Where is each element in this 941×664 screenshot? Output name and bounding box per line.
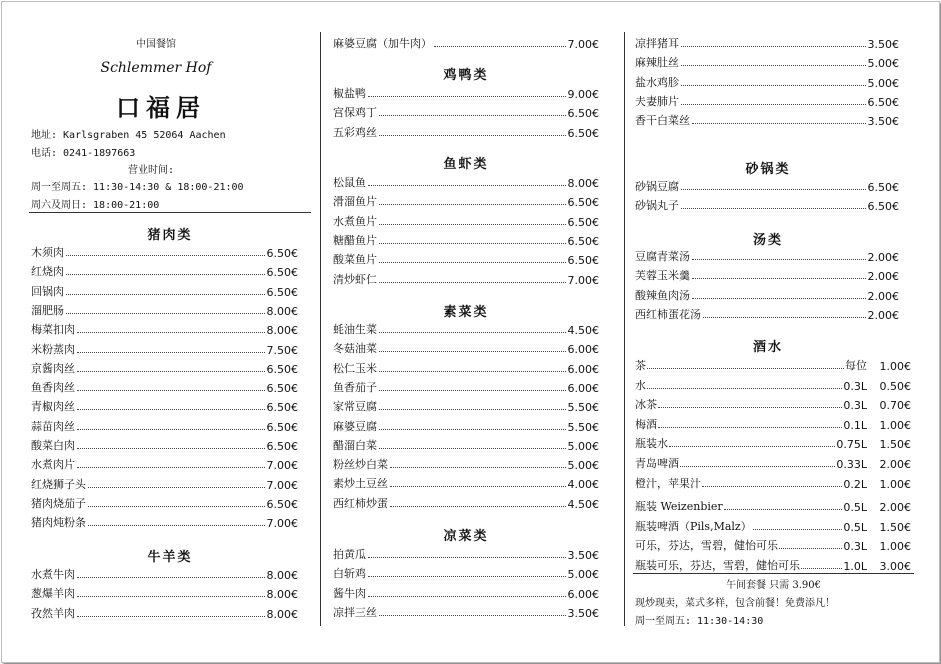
drink-price: 1.50€ — [879, 520, 911, 534]
dot-leader — [379, 262, 566, 263]
menu-item-price: 4.50€ — [567, 497, 599, 511]
menu-item-name: 酸辣鱼肉汤 — [635, 288, 690, 302]
drink-name: 青岛啤酒 — [635, 457, 679, 470]
menu-item-name: 葱爆羊肉 — [31, 587, 75, 601]
phone-line: 电话: 0241-1897663 — [31, 148, 136, 159]
menu-item-price: 3.50€ — [867, 38, 899, 51]
menu-item-price: 2.00€ — [867, 251, 899, 264]
menu-item — [635, 178, 899, 194]
drink-volume: 每位 — [845, 359, 867, 372]
drink-item — [635, 355, 911, 373]
dot-leader — [379, 204, 566, 205]
menu-item — [31, 398, 298, 414]
menu-item — [333, 174, 599, 190]
menu-item-name: 家常豆腐 — [333, 400, 377, 414]
dot-leader — [77, 577, 265, 578]
section-title-fish: 鱼虾类 — [443, 157, 489, 172]
menu-item-name: 砂锅丸子 — [635, 199, 679, 213]
menu-item — [333, 456, 599, 472]
menu-item — [31, 283, 298, 299]
menu-item — [31, 437, 298, 453]
menu-item — [333, 360, 599, 376]
menu-item-price: 6.00€ — [567, 587, 599, 601]
menu-item — [635, 112, 899, 128]
dot-leader — [77, 390, 265, 391]
menu-item-price: 6.50€ — [867, 95, 899, 109]
dot-leader — [368, 185, 566, 186]
dot-leader — [647, 368, 844, 369]
menu-item-name: 椒盐鸭 — [333, 87, 366, 100]
dot-leader — [390, 506, 566, 507]
dot-leader — [77, 371, 265, 372]
lunch-special: 午间套餐 只需 3.90€ — [726, 580, 821, 591]
drink-volume: 0.33L — [836, 458, 867, 471]
menu-item — [333, 585, 599, 601]
dot-leader — [77, 409, 265, 410]
menu-item-price: 8.00€ — [266, 607, 298, 621]
slogan-line: 现炒现卖，菜式多样，包含前餐！免费添凡！ — [635, 598, 835, 609]
hours-title: 营业时间: — [127, 165, 175, 176]
menu-item — [635, 287, 899, 303]
dot-leader — [368, 576, 566, 577]
menu-item-price: 6.50€ — [266, 497, 298, 511]
section-title-vegetable: 素菜类 — [443, 305, 489, 320]
menu-item-price: 5.00€ — [867, 76, 899, 90]
restaurant-german-name: Schlemmer Hof — [100, 60, 212, 76]
dot-leader — [681, 85, 866, 86]
menu-item-name: 红烧狮子头 — [31, 477, 86, 491]
menu-item — [31, 360, 298, 376]
dot-leader — [692, 123, 866, 124]
menu-item — [31, 514, 298, 530]
dot-leader — [379, 332, 566, 333]
menu-item-name: 水煮肉片 — [31, 458, 75, 472]
dot-leader — [77, 429, 265, 430]
drink-volume: 0.5L — [843, 520, 867, 534]
menu-item-name: 清炒虾仁 — [333, 272, 377, 286]
dot-leader — [368, 596, 566, 597]
menu-item-name: 水煮牛肉 — [31, 568, 75, 581]
menu-item-price: 6.50€ — [266, 362, 298, 376]
menu-item-name: 滑溜鱼片 — [333, 195, 377, 209]
menu-item — [635, 54, 899, 70]
menu-item — [31, 263, 298, 279]
column-divider-left — [320, 32, 321, 626]
menu-item-price: 8.00€ — [266, 569, 298, 582]
menu-item-name: 猪肉炖粉条 — [31, 516, 86, 530]
dot-leader — [753, 529, 843, 530]
menu-item-name: 溜肥肠 — [31, 303, 64, 317]
dot-leader — [66, 255, 265, 256]
drink-price: 3.00€ — [879, 560, 911, 573]
menu-item — [333, 475, 599, 491]
restaurant-chinese-name: 口福居 — [116, 93, 206, 122]
menu-item — [31, 244, 298, 260]
menu-item-price: 6.00€ — [567, 362, 599, 376]
drink-price: 1.00€ — [879, 418, 911, 432]
menu-item-name: 五彩鸡丝 — [333, 125, 377, 139]
drink-volume: 0.3L — [843, 379, 867, 393]
menu-item — [31, 476, 298, 492]
menu-item-price: 7.50€ — [266, 343, 298, 357]
menu-item — [333, 85, 599, 101]
lunch-hours: 周一至周五: 11:30-14:30 — [635, 616, 764, 627]
menu-item — [635, 35, 899, 51]
menu-item — [31, 379, 298, 395]
drink-item — [635, 394, 911, 412]
menu-item — [333, 124, 599, 140]
menu-item-price: 7.00€ — [567, 273, 599, 287]
menu-item-name: 麻辣肚丝 — [635, 56, 679, 70]
drink-item — [635, 375, 911, 393]
drink-price: 2.00€ — [879, 458, 911, 471]
menu-item — [31, 495, 298, 511]
menu-item-name: 蚝油生菜 — [333, 323, 377, 336]
dot-leader — [379, 409, 566, 410]
drink-item — [635, 516, 911, 534]
dot-leader — [681, 208, 866, 209]
section-title-beef-lamb: 牛羊类 — [147, 550, 193, 565]
dot-leader — [88, 506, 265, 507]
dot-leader — [379, 243, 566, 244]
column-divider-right — [624, 32, 625, 626]
address-line: 地址: Karlsgraben 45 52064 Aachen — [31, 130, 226, 141]
drink-name: 瓶装水 — [635, 437, 668, 451]
menu-item — [31, 566, 298, 582]
dot-leader — [77, 616, 265, 617]
menu-item-price: 8.00€ — [266, 304, 298, 318]
menu-item-price: 7.00€ — [567, 38, 599, 51]
menu-item — [31, 321, 298, 337]
section-title-claypot: 砂锅类 — [745, 162, 791, 177]
dot-leader — [77, 467, 265, 468]
menu-item-name: 醋溜白菜 — [333, 438, 377, 452]
menu-item-price: 3.50€ — [567, 606, 599, 620]
menu-item-price: 6.50€ — [567, 254, 599, 268]
menu-item — [635, 267, 899, 283]
dot-leader — [681, 189, 866, 190]
hours-weekend: 周六及周日: 18:00-21:00 — [31, 200, 160, 211]
drink-name: 冰茶 — [635, 398, 657, 412]
drink-name: 茶 — [635, 359, 646, 372]
menu-item-name: 夫妻肺片 — [635, 94, 679, 108]
section-title-pork: 猪肉类 — [147, 228, 193, 243]
menu-item-price: 6.50€ — [567, 126, 599, 140]
drink-price: 0.50€ — [879, 379, 911, 393]
drink-name: 橙汁，苹果汁 — [635, 476, 701, 490]
menu-item-name: 酱牛肉 — [333, 586, 366, 600]
dot-leader — [66, 294, 265, 295]
menu-item-price: 2.00€ — [867, 270, 899, 284]
dot-leader — [692, 298, 866, 299]
menu-item-price: 8.00€ — [266, 588, 298, 602]
menu-item-price: 6.50€ — [266, 285, 298, 299]
dot-leader — [368, 557, 566, 558]
dot-leader — [66, 313, 265, 314]
dot-leader — [681, 104, 866, 105]
drink-volume: 1.0L — [843, 560, 867, 573]
menu-item-name: 宫保鸡丁 — [333, 106, 377, 120]
dot-leader — [680, 466, 835, 467]
dot-leader — [390, 467, 566, 468]
drink-item — [635, 414, 911, 432]
menu-item-name: 鱼香肉丝 — [31, 381, 75, 395]
menu-item-name: 凉拌猪耳 — [635, 37, 679, 50]
dot-leader — [88, 487, 265, 488]
menu-item-name: 鱼香茄子 — [333, 380, 377, 394]
drink-volume: 0.5L — [843, 501, 867, 515]
menu-item-name: 冬菇油菜 — [333, 342, 377, 356]
dot-leader — [379, 115, 566, 116]
dot-leader — [703, 317, 866, 318]
dot-leader — [658, 427, 842, 428]
menu-page — [1, 1, 940, 663]
menu-item — [333, 193, 599, 209]
menu-item — [31, 585, 298, 601]
menu-item-price: 6.50€ — [567, 234, 599, 248]
menu-item-name: 回锅肉 — [31, 284, 64, 298]
dot-leader — [647, 388, 842, 389]
menu-item-name: 凉拌三丝 — [333, 605, 377, 619]
menu-item-name: 香干白菜丝 — [635, 114, 690, 128]
menu-item-price: 5.00€ — [567, 459, 599, 473]
dot-leader — [681, 46, 866, 47]
menu-item — [333, 437, 599, 453]
menu-item-price: 5.00€ — [567, 439, 599, 453]
restaurant-type-label: 中国餐馆 — [136, 39, 176, 50]
menu-item-name: 拍黄瓜 — [333, 548, 366, 561]
drink-name: 梅酒 — [635, 417, 657, 431]
dot-leader — [681, 65, 866, 66]
menu-item-price: 2.00€ — [867, 289, 899, 303]
menu-item — [333, 104, 599, 120]
menu-item-name: 梅菜扣肉 — [31, 323, 75, 337]
menu-item — [333, 495, 599, 511]
dot-leader — [658, 407, 842, 408]
menu-item — [333, 321, 599, 337]
drink-price: 1.50€ — [879, 438, 911, 452]
menu-item — [333, 271, 599, 287]
drink-price: 1.00€ — [879, 540, 911, 554]
menu-item-name: 白斩鸡 — [333, 567, 366, 581]
drink-volume: 0.2L — [843, 477, 867, 491]
menu-item-price: 6.50€ — [266, 440, 298, 453]
drink-price: 2.00€ — [879, 501, 911, 515]
menu-item — [333, 251, 599, 267]
menu-item-price: 2.00€ — [867, 308, 899, 322]
drink-price: 1.00€ — [879, 360, 911, 373]
dot-leader — [379, 371, 566, 372]
menu-item-name: 酸菜白肉 — [31, 439, 75, 452]
menu-item — [31, 341, 298, 357]
drink-item — [635, 555, 911, 573]
hours-weekday: 周一至周五: 11:30-14:30 & 18:00-21:00 — [31, 182, 244, 193]
drink-item — [635, 433, 911, 451]
menu-item-price: 6.50€ — [266, 266, 298, 280]
menu-item-price: 4.00€ — [567, 478, 599, 492]
menu-item — [333, 213, 599, 229]
menu-item-name: 西红柿炒蛋 — [333, 496, 388, 510]
menu-item — [333, 418, 599, 434]
menu-item-price: 9.00€ — [567, 88, 599, 101]
dot-leader — [77, 332, 265, 333]
dot-leader — [724, 509, 843, 510]
drink-volume: 0.75L — [836, 438, 867, 452]
drink-name: 瓶装 Weizenbier — [635, 500, 723, 514]
menu-item-price: 5.50€ — [567, 420, 599, 434]
menu-item-name: 麻婆豆腐 — [333, 419, 377, 433]
dot-leader — [801, 568, 842, 569]
dot-leader — [379, 615, 566, 616]
dot-leader — [368, 96, 566, 97]
dot-leader — [379, 448, 566, 449]
menu-item — [31, 418, 298, 434]
menu-item-price: 6.50€ — [266, 420, 298, 434]
menu-item — [635, 197, 899, 213]
menu-item-name: 红烧肉 — [31, 265, 64, 279]
drink-name: 瓶装啤酒（Pils,Malz） — [635, 519, 752, 533]
drink-volume: 0.1L — [843, 418, 867, 432]
dot-leader — [379, 282, 566, 283]
menu-item — [635, 306, 899, 322]
menu-item-name: 砂锅豆腐 — [635, 180, 679, 193]
menu-item-name: 松仁玉米 — [333, 361, 377, 375]
drink-item — [635, 473, 911, 491]
header-divider — [29, 212, 311, 213]
dot-leader — [434, 46, 566, 47]
menu-item-name: 酸菜鱼片 — [333, 253, 377, 267]
dot-leader — [66, 274, 265, 275]
dot-leader — [88, 525, 265, 526]
menu-item-name: 素炒土豆丝 — [333, 477, 388, 491]
menu-item — [333, 398, 599, 414]
drink-name: 水 — [635, 378, 646, 392]
section-title-drinks: 酒水 — [752, 340, 783, 355]
menu-item-price: 5.50€ — [567, 401, 599, 415]
dot-leader — [379, 135, 566, 136]
menu-item — [333, 604, 599, 620]
menu-item — [333, 232, 599, 248]
drinks-divider — [633, 573, 914, 574]
menu-item-price: 6.50€ — [266, 247, 298, 260]
drink-name: 瓶装可乐，芬达，雪碧，健怡可乐 — [635, 559, 800, 572]
menu-item-name: 木须肉 — [31, 246, 64, 259]
dot-leader — [669, 446, 835, 447]
menu-item-name: 青椒肉丝 — [31, 400, 75, 414]
menu-item-price: 6.50€ — [567, 107, 599, 121]
menu-item-price: 5.00€ — [867, 57, 899, 71]
dot-leader — [692, 278, 866, 279]
menu-item-price: 6.50€ — [266, 382, 298, 396]
menu-item — [635, 93, 899, 109]
menu-item-price: 8.00€ — [266, 324, 298, 338]
dot-leader — [692, 259, 866, 260]
drink-price: 0.70€ — [879, 399, 911, 413]
drink-item — [635, 453, 911, 471]
menu-item-name: 蒜苗肉丝 — [31, 419, 75, 433]
menu-item-name: 松鼠鱼 — [333, 176, 366, 189]
menu-item-name: 西红柿蛋花汤 — [635, 307, 701, 321]
menu-item — [333, 340, 599, 356]
menu-item-name: 麻婆豆腐（加牛肉） — [333, 37, 432, 50]
section-title-soup: 汤类 — [752, 233, 783, 248]
menu-item-name: 京酱肉丝 — [31, 361, 75, 375]
menu-item-name: 孜然羊肉 — [31, 606, 75, 620]
dot-leader — [379, 429, 566, 430]
menu-item — [333, 546, 599, 562]
menu-item-name: 豆腐青菜汤 — [635, 250, 690, 263]
menu-item-price: 6.50€ — [567, 196, 599, 210]
menu-item-price: 7.00€ — [266, 459, 298, 473]
dot-leader — [779, 548, 842, 549]
menu-item-price: 6.00€ — [567, 343, 599, 357]
drink-item — [635, 496, 911, 514]
drink-name: 可乐，芬达，雪碧，健怡可乐 — [635, 539, 778, 553]
dot-leader — [379, 390, 566, 391]
section-title-poultry: 鸡鸭类 — [443, 68, 489, 83]
menu-item-name: 米粉蒸肉 — [31, 342, 75, 356]
menu-item-price: 7.00€ — [266, 478, 298, 492]
menu-item-price: 6.50€ — [867, 200, 899, 214]
menu-item-name: 粉丝炒白菜 — [333, 458, 388, 472]
menu-item — [333, 565, 599, 581]
drink-volume: 0.3L — [843, 399, 867, 413]
menu-item-price: 8.00€ — [567, 177, 599, 190]
dot-leader — [379, 224, 566, 225]
dot-leader — [390, 486, 566, 487]
menu-item-price: 6.50€ — [867, 181, 899, 194]
menu-item-price: 6.50€ — [266, 401, 298, 415]
menu-item — [635, 74, 899, 90]
menu-item-name: 盐水鸡胗 — [635, 75, 679, 89]
menu-item — [31, 605, 298, 621]
menu-item-price: 5.00€ — [567, 568, 599, 582]
menu-item-price: 6.50€ — [567, 215, 599, 229]
menu-item-price: 6.00€ — [567, 381, 599, 395]
drink-item — [635, 535, 911, 553]
section-title-cold-dishes: 凉菜类 — [443, 529, 489, 544]
menu-item-price: 4.50€ — [567, 324, 599, 337]
dot-leader — [702, 486, 842, 487]
menu-item — [333, 35, 599, 51]
dot-leader — [77, 448, 265, 449]
menu-item — [31, 456, 298, 472]
dot-leader — [379, 351, 566, 352]
menu-item — [635, 248, 899, 264]
menu-item-price: 7.00€ — [266, 517, 298, 531]
menu-item-name: 芙蓉玉米羹 — [635, 269, 690, 283]
menu-item — [31, 302, 298, 318]
menu-item-name: 糖醋鱼片 — [333, 233, 377, 247]
menu-item-price: 3.50€ — [867, 115, 899, 129]
menu-item-price: 3.50€ — [567, 549, 599, 562]
menu-item-name: 水煮鱼片 — [333, 214, 377, 228]
drink-volume: 0.3L — [843, 540, 867, 554]
drink-price: 1.00€ — [879, 477, 911, 491]
menu-item — [333, 379, 599, 395]
dot-leader — [77, 352, 265, 353]
menu-item-name: 猪肉烧茄子 — [31, 496, 86, 510]
dot-leader — [77, 596, 265, 597]
